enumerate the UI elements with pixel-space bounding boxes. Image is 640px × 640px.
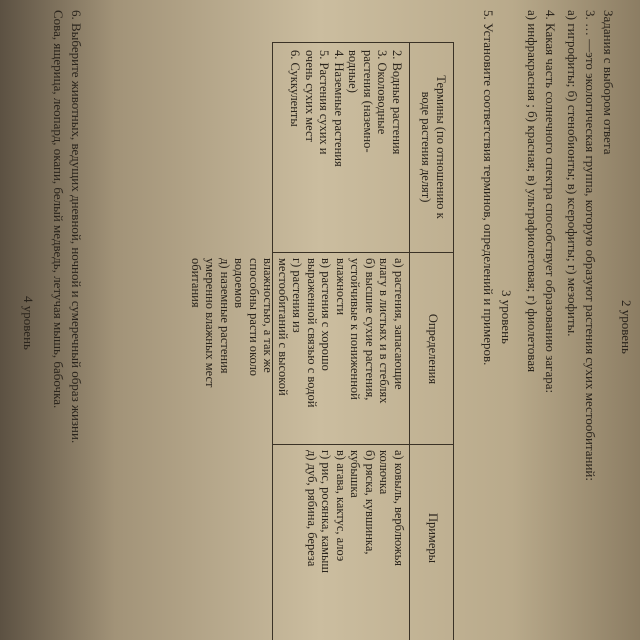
question-3-options: а) гигрофиты; б) стенобионты; в) ксерофиты; г) мезофиты. [565,10,580,337]
question-4-options: а) инфракрасная ; б) красная; в) ультрафиолетовая; г) фиолетовая [525,10,540,373]
term-line: 3. Околоводные [375,50,390,135]
example-line: в) агава, кактус, алоэ [334,450,348,562]
definitions-column [189,258,407,407]
examples-header: Примеры [426,512,440,564]
definition-line: а) растения, запасающие [392,258,406,390]
example-line: колючка [377,450,392,495]
example-line: кубышка [348,450,363,498]
question-3: 3. … —это экологическая группа, которую образуют растения сухих местообитаний: [583,10,598,482]
definition-line: г) растения из [290,258,305,333]
level4-heading: 4 уровень [21,296,36,350]
question-4: 4. Какая часть солнечного спектра способствует образованию загара: [543,10,558,394]
level2-heading: 2 уровень [619,300,634,354]
level2-subtitle: Задания с выбором ответа [601,10,616,155]
terms-column [288,50,404,167]
definitions-header: Определения [426,313,440,385]
table-border-top [453,42,454,640]
term-line: 5. Растения сухих и [317,50,332,155]
example-line: б) ряска, кувшинка, [363,450,377,555]
question-6-animals: Сова, ящерица, леопард, окапи, белый медведь, летучая мышь, бабочка. [51,10,66,409]
terms-header-line-2: воде растения делят) [419,91,434,203]
example-line: д) дуб, рябина, береза [305,450,319,567]
definition-line: обитания [189,258,203,308]
terms-header [419,46,448,248]
definition-line: устойчивые к пониженной [348,258,363,400]
definition-line: способны расти около [247,258,261,377]
definition-line: влажностью, а так же [261,258,276,373]
definition-line: водоемов [232,258,247,309]
term-line: водные) [346,50,361,93]
definition-line: в) растения с хорошо [319,258,334,371]
table-divider-1 [272,252,454,253]
definition-line: местообитаний с высокой [276,258,290,396]
term-line: 4. Наземные растения [332,50,346,167]
definition-line: выраженной связью с водой [305,258,319,408]
table-divider-2 [272,444,454,445]
table-header-divider [409,42,410,640]
level3-heading: 3 уровень [499,290,514,344]
term-line: 2. Водные растения [390,50,404,155]
example-line: г) рис, росянка, камыш [319,450,334,573]
question-6: 6. Выберите животных, ведущих дневной, ночной и сумеречный образ жизни. [69,10,84,444]
example-line: а) ковыль, верблюжья [392,450,406,567]
definition-line: д) наземные растения [218,258,232,374]
term-line: 6. Суккуленты [288,50,303,127]
definition-line: влажности [334,258,348,316]
term-line: очень сухих мест [303,50,317,143]
definition-line: влагу в листьях и в стеблях [377,258,392,404]
terms-header-line-1: Термины (по отношению к [434,75,448,219]
definition-line: б) высшие сухие растения, [363,258,377,401]
question-5: 5. Установите соответствия терминов, определений и примеров. [481,10,496,366]
table-border-left [272,42,454,43]
examples-column [305,450,407,573]
term-line: растения (наземно- [361,50,375,153]
definition-line: умеренно влажных мест [203,258,218,388]
matching-table [189,42,454,640]
